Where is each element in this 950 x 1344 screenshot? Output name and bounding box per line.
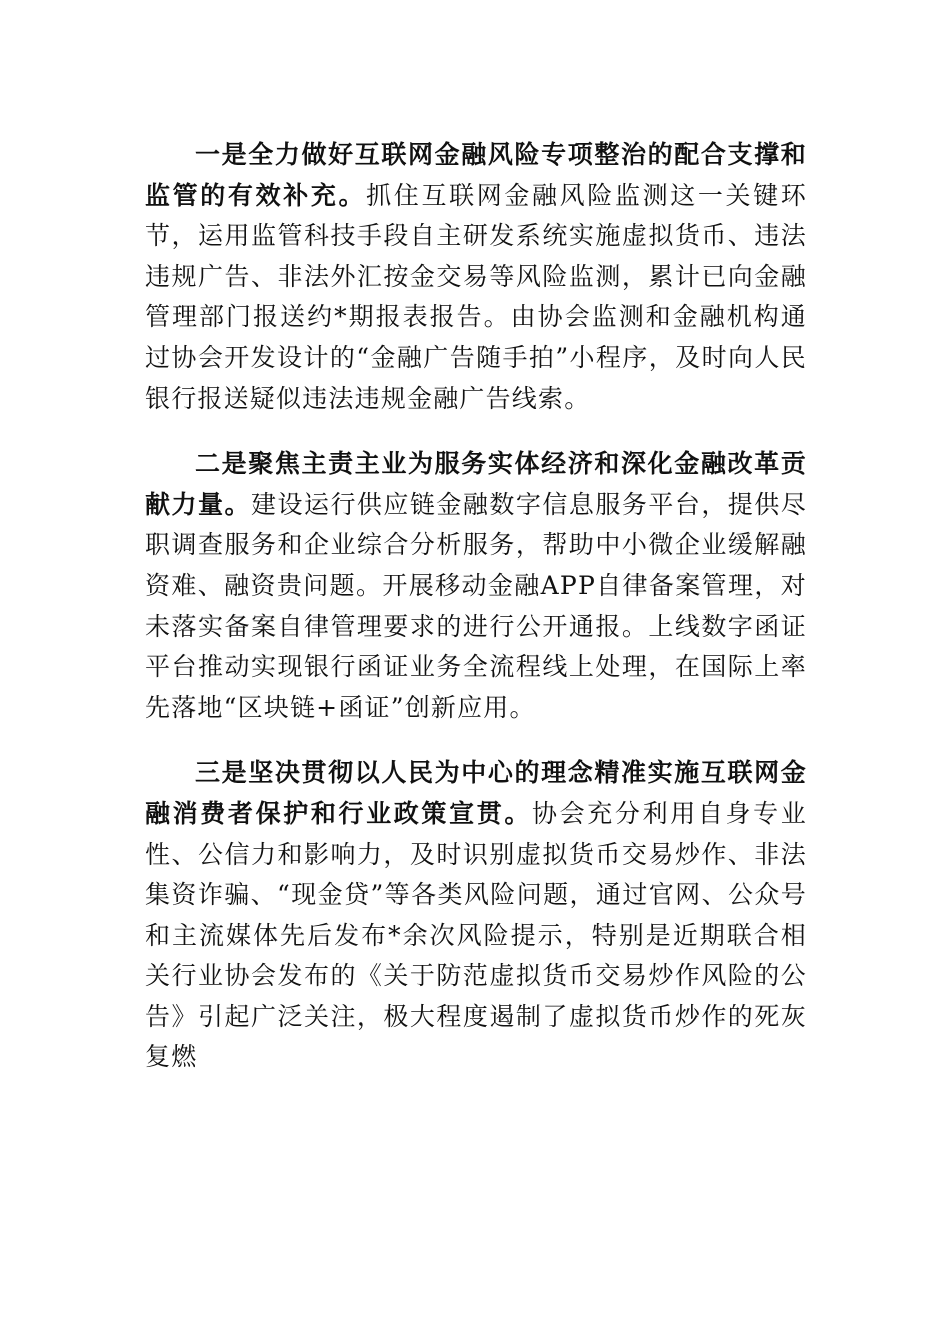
- paragraph-3: [145, 753, 807, 1078]
- paragraph-3-lead: 三是坚决贯彻以人民为中心的理念精准实施互联网金融消费者保护和行业政策宣贯。: [145, 758, 807, 828]
- document-page: [145, 135, 807, 1078]
- paragraph-1: [145, 135, 807, 419]
- paragraph-1-body: 抓住互联网金融风险监测这一关键环节，运用监管科技手段自主研发系统实施虚拟货币、违法违规广告、非法外汇按金交易等风险监测，累计已向金融管理部门报送约*期报表报告。由协会监测和金融机构通过协会开发设计的“金融广告随手拍”小程序，及时向人民银行报送疑似违法违规金融广告线索。: [145, 180, 808, 413]
- paragraph-1-lead: 一是全力做好互联网金融风险专项整治的配合支撑和监管的有效补充。: [145, 140, 807, 210]
- paragraph-2-body: 建设运行供应链金融数字信息服务平台，提供尽职调查服务和企业综合分析服务，帮助中小微企业缓解融资难、融资贵问题。开展移动金融APP自律备案管理，对未落实备案自律管理要求的进行公开通报。上线数字函证平台推动实现银行函证业务全流程线上处理，在国际上率先落地“区块链+函证”创新应用。: [145, 489, 807, 722]
- paragraph-2-lead: 二是聚焦主责主业为服务实体经济和深化金融改革贡献力量。: [145, 449, 807, 519]
- paragraph-2: [145, 444, 807, 728]
- paragraph-3-body: 协会充分利用自身专业性、公信力和影响力，及时识别虚拟货币交易炒作、非法集资诈骗、“现金贷”等各类风险问题，通过官网、公众号和主流媒体先后发布*余次风险提示，特别是近期联合相关行业协会发布的《关于防范虚拟货币交易炒作风险的公告》引起广泛关注，极大程度遏制了虚拟货币炒作的死灰复燃: [145, 798, 807, 1072]
